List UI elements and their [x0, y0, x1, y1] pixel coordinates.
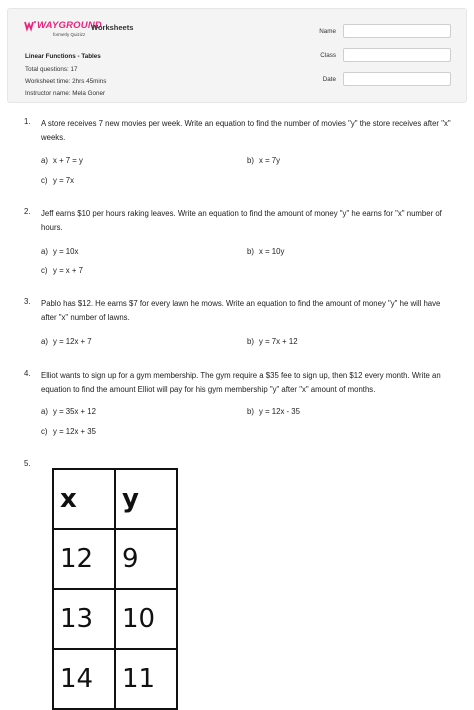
- option-text: x + 7 = y: [53, 156, 83, 165]
- xy-table-image: [52, 468, 178, 710]
- option-letter: b): [247, 337, 254, 346]
- option-text: y = 35x + 12: [53, 407, 96, 416]
- option-c[interactable]: [41, 427, 96, 436]
- option-letter: c): [41, 176, 48, 185]
- worksheets-label: Worksheets: [91, 23, 134, 32]
- table-cell: 13: [53, 589, 115, 649]
- table-cell: 14: [53, 649, 115, 709]
- table-cell: 10: [115, 589, 177, 649]
- question-number: 5.: [24, 459, 31, 468]
- class-field[interactable]: [343, 48, 451, 62]
- question-text: Jeff earns $10 per hours raking leaves. Write an equation to find the amount of money "y" he earns for "x" number of hours.: [41, 209, 442, 232]
- option-letter: b): [247, 156, 254, 165]
- option-b[interactable]: [247, 156, 280, 165]
- option-letter: c): [41, 266, 48, 275]
- instructor-name: Instructor name: Mela Goner: [25, 90, 106, 97]
- name-label: Name: [319, 28, 336, 35]
- option-letter: a): [41, 407, 48, 416]
- table-cell: 9: [115, 529, 177, 589]
- worksheet-header: [7, 8, 467, 103]
- option-a[interactable]: [41, 156, 83, 165]
- option-text: y = 7x + 12: [259, 337, 298, 346]
- date-label: Date: [322, 76, 336, 83]
- option-b[interactable]: [247, 407, 300, 416]
- question-number: 2.: [24, 207, 31, 216]
- option-text: y = 12x + 35: [53, 427, 96, 436]
- question-text: A store receives 7 new movies per week. Write an equation to find the number of movies "y" the store receives after "x" weeks.: [41, 119, 451, 142]
- option-text: x = 10y: [259, 247, 285, 256]
- table-cell: 12: [53, 529, 115, 589]
- table-header-cell: y: [115, 469, 177, 529]
- option-letter: a): [41, 247, 48, 256]
- question-text: Pablo has $12. He earns $7 for every lawn he mows. Write an equation to find the amount of money "y" he will have after "x" number of lawns.: [41, 299, 441, 322]
- table-header-row: [53, 469, 177, 529]
- question-number: 3.: [24, 297, 31, 306]
- option-c[interactable]: [41, 176, 74, 185]
- option-letter: a): [41, 337, 48, 346]
- table-header-cell: x: [53, 469, 115, 529]
- option-a[interactable]: [41, 247, 78, 256]
- option-a[interactable]: [41, 337, 92, 346]
- option-letter: a): [41, 156, 48, 165]
- option-text: y = 12x - 35: [259, 407, 300, 416]
- worksheet-title: Linear Functions - Tables: [25, 53, 101, 60]
- table-cell: 11: [115, 649, 177, 709]
- name-field[interactable]: [343, 24, 451, 38]
- date-field[interactable]: [343, 72, 451, 86]
- question-number: 1.: [24, 117, 31, 126]
- option-text: y = 10x: [53, 247, 79, 256]
- option-a[interactable]: [41, 407, 96, 416]
- option-c[interactable]: [41, 266, 83, 275]
- logo-wordmark: WAYGROUND: [37, 20, 102, 31]
- xy-table: [52, 468, 178, 710]
- total-questions: Total questions: 17: [25, 66, 78, 73]
- option-text: x = 7y: [259, 156, 281, 165]
- option-letter: b): [247, 247, 254, 256]
- question-text: Elliot wants to sign up for a gym membership. The gym require a $35 fee to sign up, then $12 every month. Write an equation to find the amount Elliot will pay for his gym membership "y" after "x" amount of months.: [41, 371, 441, 394]
- option-b[interactable]: [247, 247, 284, 256]
- wayground-logo: [25, 20, 102, 44]
- option-letter: c): [41, 427, 48, 436]
- table-row: [53, 649, 177, 709]
- option-text: y = 12x + 7: [53, 337, 92, 346]
- question-number: 4.: [24, 369, 31, 378]
- logo-subtitle: formerly Quizizz: [53, 32, 86, 37]
- option-text: y = x + 7: [53, 266, 83, 275]
- table-row: [53, 529, 177, 589]
- worksheet-time: Worksheet time: 2hrs 45mins: [25, 78, 107, 85]
- option-text: y = 7x: [53, 176, 75, 185]
- option-b[interactable]: [247, 337, 298, 346]
- logo-mark-icon: [25, 20, 36, 30]
- class-label: Class: [320, 52, 336, 59]
- option-letter: b): [247, 407, 254, 416]
- table-row: [53, 589, 177, 649]
